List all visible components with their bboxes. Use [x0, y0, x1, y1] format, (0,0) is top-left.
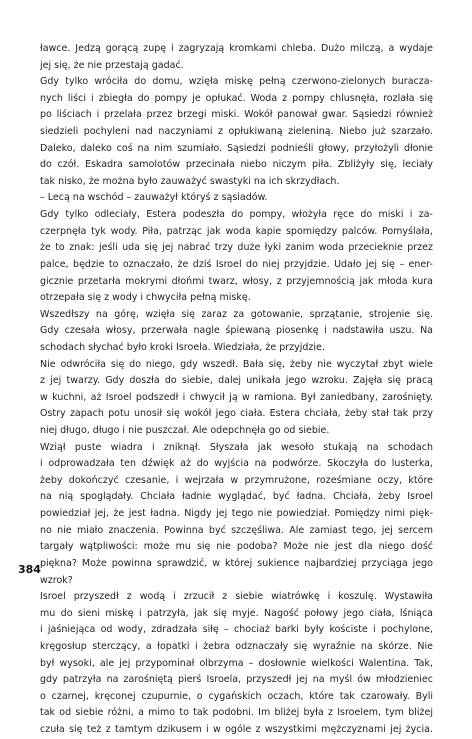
text-line: kręgosłup sterczący, a łopatki i żebra odznaczały się wyraźnie na skórze. Nie: [40, 640, 433, 652]
text-line: powiedział jej, że jest ładna. Nigdy jej tego nie powiedział. Pomiędzy nimi pięk-: [40, 508, 433, 520]
text-line: tak od siebie różni, a mimo to tak podobni. Im bliżej była z Isroelem, tym bliżej: [40, 707, 433, 719]
text-line: w kuchni, aż Isroel podszedł i chwycił ją w ramiona. Był zaniedbany, zarośnięty.: [40, 391, 433, 403]
text-line: Nie odwróciła się do niego, gdy wszedł. Bała się, żeby nie wyczytał zbyt wiele: [40, 358, 433, 370]
text-line: Gdy tylko odleciały, Estera podeszła do pompy, włożyła ręce do miski i za-: [40, 209, 433, 221]
text-line: Gdy czesała włosy, przerwała nagle śpiewaną piosenkę i nadstawiła uszu. Na: [40, 325, 433, 337]
text-line: tak nisko, że można było zauważyć swastyki na ich skrzydłach.: [40, 175, 340, 187]
text-line: wzrok?: [40, 574, 73, 586]
text-line: czerpnęła tyk wody. Piła, patrząc jak woda kapie spomiędzy palców. Pomyślała,: [40, 225, 433, 237]
text-line: palce, będzie to oznaczało, że dziś Isroel do niej przyjdzie. Udało jej się – ener-: [40, 258, 433, 270]
text-line: Isroel przyszedł z wodą i zrzucił z siebie wiatrówkę i koszulę. Wystawiła: [40, 591, 433, 603]
text-line: czuła się też z tamtym dzikusem i w ogóle z wszystkimi mężczyznami jej życia.: [40, 723, 433, 735]
text-line: nych liści i zbiegła do pompy je opłukać. Woda z pompy chlusnęła, rozlała się: [40, 92, 433, 104]
text-line: na nią spoglądały. Chciała ładnie wyglądać, być ładna. Chciała, żeby Isroel: [40, 491, 433, 503]
text-line: Ostry zapach potu unosił się wokół jego ciała. Estera chciała, żeby stał tak przy: [40, 408, 433, 420]
text-line: piękna? Może powinna sprawdzić, w której sukience najbardziej przyciąga jego: [40, 557, 433, 569]
text-line: siedzieli pochyleni nad naczyniami z opłukiwaną zieleniną. Niebo już szarzało.: [40, 126, 433, 138]
text-line: o czarnej, kręconej czupurnie, o cygańskich oczach, które tak czarowały. Byli: [40, 690, 433, 702]
text-line: gicznie przetarła mokrymi dłońmi twarz, włosy, z przyjemnością jak młoda kura: [40, 275, 433, 287]
text-line: do czół. Eskadra samolotów przecinała niebo niczym piła. Zbliżyły się, leciały: [40, 159, 433, 171]
text-line: – Lecą na wschód – zauważył któryś z sąsiadów.: [40, 192, 268, 204]
text-line: żeby dokończyć czesanie, i wejrzała w przymrużone, roześmiane oczy, które: [40, 474, 433, 486]
text-line: Gdy tylko wróciła do domu, wzięła miskę pełną czerwono-zielonych buracza-: [40, 76, 433, 88]
text-line: i odprowadzała ten dźwięk aż do wyjścia na podwórze. Skoczyła do lusterka,: [40, 458, 433, 470]
text-line: że to znak: jeśli uda się jej nabrać trzy duże łyki zanim woda przecieknie przez: [40, 242, 433, 254]
text-line: jej się, że nie przestają gadać.: [40, 59, 184, 71]
text-line: Wziął puste wiadra i zniknął. Słyszała jak wesoło stukają na schodach: [40, 441, 433, 453]
text-line: Daleko, daleko coś na nim szumiało. Sąsiedzi podnieśli głowy, przyłożyli dłonie: [40, 142, 433, 154]
text-line: był wysoki, ale jej przypominał olbrzyma – dosłownie wielkości Walentina. Tak,: [40, 657, 433, 669]
text-line: ławce. Jedzą gorącą zupę i zagryzają kromkami chleba. Dużo milczą, a wydaje: [40, 43, 433, 54]
text-line: mu do sieni miskę i patrzyła, jak się myje. Nagość połowy jego ciała, lśniąca: [40, 607, 433, 619]
text-line: z jej twarzy. Gdy doszła do siebie, dalej unikała jego wzroku. Zajęła się pracą: [40, 375, 433, 387]
text-line: po liściach i przelała przez brzegi miski. Wokół panował gwar. Sąsiedzi również: [40, 109, 433, 121]
text-line: targały wątpliwości: może mu się nie podoba? Może nie jest dla niego dość: [40, 541, 433, 553]
page-number: 384: [18, 563, 41, 576]
text-line: Wszedłszy na górę, wzięła się zaraz za gotowanie, sprzątanie, strojenie się.: [40, 308, 433, 320]
book-page-text: [40, 41, 433, 739]
text-line: otrzepała się z wody i chwyciła pełną miskę.: [40, 292, 251, 304]
text-line: schodach słychać było kroki Isroela. Wiedziała, że przyjdzie.: [40, 341, 325, 353]
text-line: i jaśniejąca od wody, zdradzała siłę – chociaż barki były kościste i pochylone,: [40, 624, 433, 636]
text-line: no nie miało znaczenia. Powinna być szczęśliwa. Ale zamiast tego, jej sercem: [40, 524, 433, 536]
text-line: niej długo, długo i nie puszczał. Ale odepchnęła go od siebie.: [40, 425, 330, 437]
text-line: gdy patrzyła na zarośniętą pierś Isroela, przyszedł jej na myśl ów młodzieniec: [40, 674, 433, 686]
